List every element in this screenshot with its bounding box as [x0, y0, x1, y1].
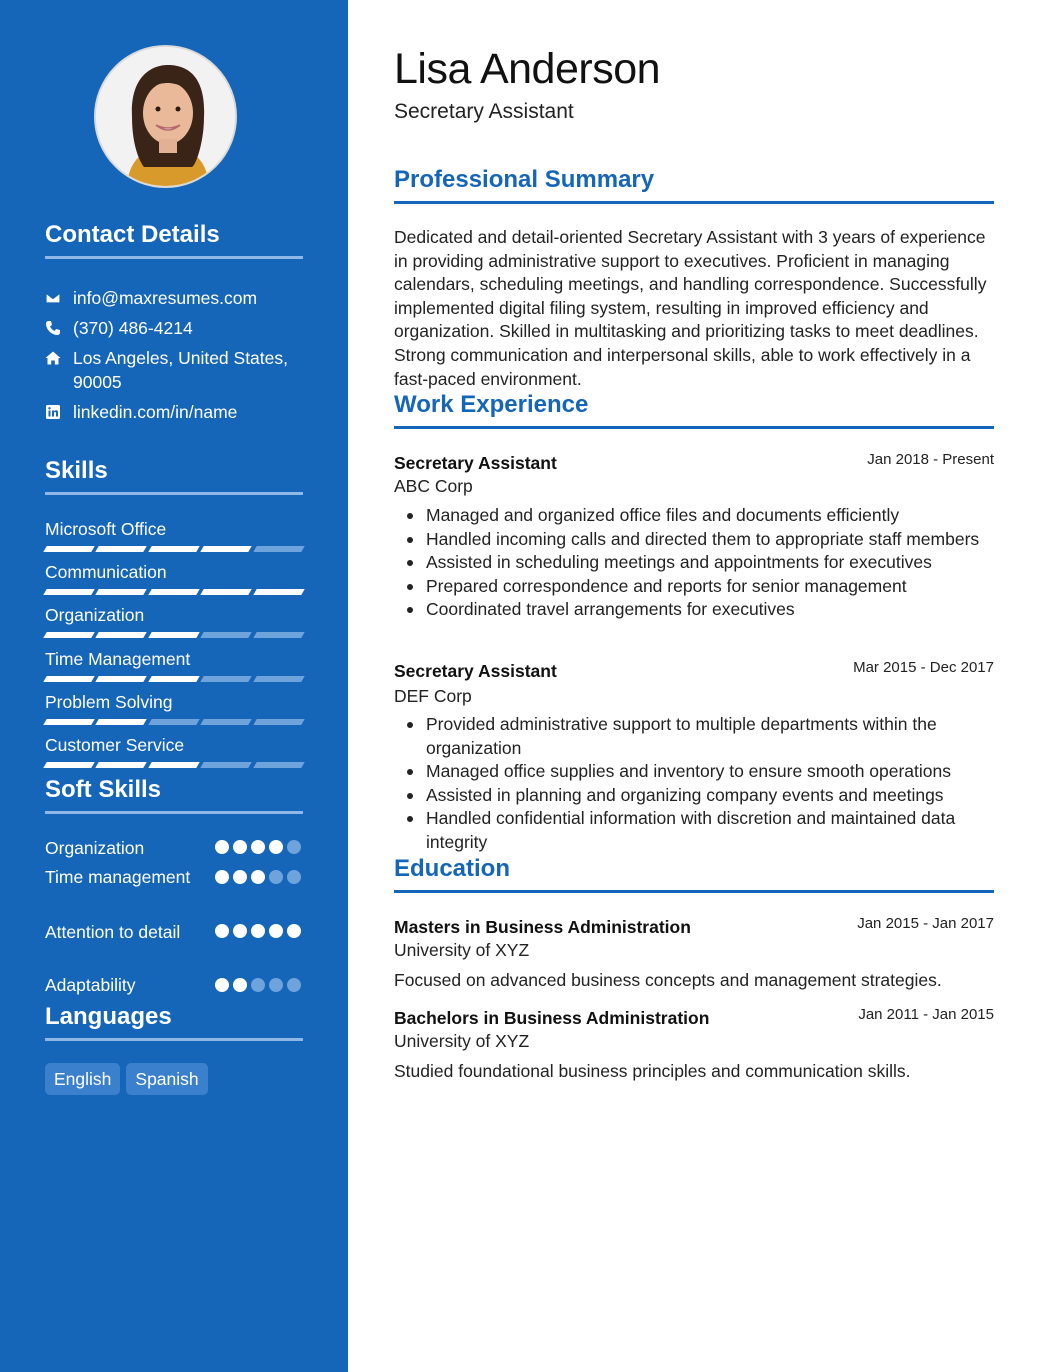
rating-dot [287, 840, 301, 854]
job-bullet: Prepared correspondence and reports for senior management [394, 575, 994, 599]
skill-level-segment [96, 632, 148, 638]
rating-dot [287, 978, 301, 992]
edu-description: Focused on advanced business concepts and management strategies. [394, 970, 942, 990]
contact-address [45, 346, 303, 394]
skill-level-segment [148, 589, 200, 595]
rating-dot [287, 870, 301, 884]
skill-level-segment [148, 546, 200, 552]
address-text [73, 346, 288, 394]
skill-level-segment [253, 762, 305, 768]
skill-label: Microsoft Office [45, 519, 167, 539]
rating-dot [233, 840, 247, 854]
edu-degree: Bachelors in Business Administration [394, 1008, 710, 1028]
edu-description: Studied foundational business principles and communication skills. [394, 1061, 911, 1081]
summary-text: Dedicated and detail-oriented Secretary Assistant with 3 years of experience in providing administrative support to executives. Proficient in managing calendars, scheduling meetings, and handling correspondence. Successfully implemented digital filing system, resulting in improved efficiency and organization. Skilled in multitasking and prioritizing tasks to meet deadlines. Strong communication and interpersonal skills, able to work effectively in a fast-paced environment. [394, 227, 987, 389]
rating-dot [233, 924, 247, 938]
address-line2: 90005 [73, 372, 122, 392]
rating-dot [269, 978, 283, 992]
language-chip: English [45, 1063, 120, 1095]
rating-dot [233, 870, 247, 884]
address-line1: Los Angeles, United States, [73, 348, 288, 368]
skill-level-segment [200, 589, 252, 595]
skills-heading: Skills [45, 456, 303, 495]
job-bullet: Assisted in planning and organizing company events and meetings [394, 784, 994, 808]
skill-level-segment [43, 589, 95, 595]
rating-dot [215, 978, 229, 992]
rating-dot [251, 978, 265, 992]
job-company: ABC Corp [394, 476, 473, 496]
home-icon [45, 346, 73, 370]
rating-dot [269, 924, 283, 938]
job-dates: Jan 2018 - Present [867, 451, 994, 468]
languages-list [45, 1063, 208, 1095]
skill-level-bar [45, 632, 303, 638]
soft-skill-label: Organization [45, 838, 145, 858]
skill-level-segment [96, 719, 148, 725]
skill-level-segment [148, 676, 200, 682]
soft-skill-rating [215, 978, 301, 992]
job-bullet: Handled confidential information with discretion and maintained data integrity [394, 807, 994, 854]
job-dates: Mar 2015 - Dec 2017 [853, 659, 994, 676]
language-chip: Spanish [126, 1063, 207, 1095]
linkedin-icon [45, 400, 73, 424]
skill-label: Customer Service [45, 735, 185, 755]
skill-level-segment [96, 589, 148, 595]
skill-level-segment [148, 719, 200, 725]
skill-label: Time Management [45, 649, 191, 669]
skill-level-segment [148, 632, 200, 638]
soft-skill-rating [215, 924, 301, 938]
contact-heading: Contact Details [45, 220, 303, 259]
candidate-name: Lisa Anderson [394, 45, 661, 93]
rating-dot [215, 924, 229, 938]
rating-dot [287, 924, 301, 938]
rating-dot [251, 840, 265, 854]
job-bullet: Handled incoming calls and directed them to appropriate staff members [394, 528, 994, 552]
skill-level-segment [96, 762, 148, 768]
job-title: Secretary Assistant [394, 661, 557, 681]
avatar [96, 47, 237, 188]
skill-level-segment [43, 632, 95, 638]
skill-label: Problem Solving [45, 692, 173, 712]
skill-level-segment [96, 676, 148, 682]
soft-skill-label: Attention to detail [45, 922, 181, 942]
job-title: Secretary Assistant [394, 453, 557, 473]
skill-level-bar [45, 589, 303, 595]
rating-dot [269, 840, 283, 854]
linkedin-text: linkedin.com/in/name [73, 402, 238, 422]
soft-skill-rating [215, 870, 301, 884]
job-company: DEF Corp [394, 686, 472, 706]
skill-label: Organization [45, 605, 145, 625]
skill-level-segment [43, 676, 95, 682]
skill-level-segment [200, 676, 252, 682]
job-bullet: Managed office supplies and inventory to ensure smooth operations [394, 760, 994, 784]
soft-skills-heading: Soft Skills [45, 775, 303, 814]
phone-text: (370) 486-4214 [73, 318, 193, 338]
envelope-icon [45, 286, 73, 310]
soft-skill-label: Adaptability [45, 975, 136, 995]
edu-school: University of XYZ [394, 940, 530, 960]
edu-school: University of XYZ [394, 1031, 530, 1051]
skill-level-bar [45, 676, 303, 682]
sidebar [0, 0, 348, 1372]
skill-level-bar [45, 762, 303, 768]
rating-dot [233, 978, 247, 992]
skill-level-segment [148, 762, 200, 768]
edu-dates: Jan 2011 - Jan 2015 [858, 1006, 994, 1023]
skill-level-segment [200, 546, 252, 552]
job-bullet: Provided administrative support to multiple departments within the organization [394, 713, 994, 760]
contact-linkedin[interactable] [45, 400, 303, 424]
job-bullet: Managed and organized office files and documents efficiently [394, 504, 994, 528]
skill-level-bar [45, 719, 303, 725]
phone-icon [45, 316, 73, 340]
edu-dates: Jan 2015 - Jan 2017 [857, 915, 994, 932]
contact-email[interactable] [45, 286, 303, 310]
skill-level-segment [253, 719, 305, 725]
rating-dot [269, 870, 283, 884]
contact-phone[interactable] [45, 316, 303, 340]
education-heading: Education [394, 854, 994, 893]
skill-level-segment [43, 546, 95, 552]
rating-dot [215, 840, 229, 854]
skill-level-segment [253, 632, 305, 638]
job-bullet: Coordinated travel arrangements for executives [394, 598, 994, 622]
experience-heading: Work Experience [394, 390, 994, 429]
soft-skill-label: Time management [45, 867, 191, 887]
profile-photo [94, 45, 237, 188]
skill-level-segment [200, 762, 252, 768]
skill-level-bar [45, 546, 303, 552]
skill-level-segment [200, 719, 252, 725]
skill-level-segment [200, 632, 252, 638]
skill-label: Communication [45, 562, 167, 582]
skill-level-segment [96, 546, 148, 552]
skill-level-segment [43, 719, 95, 725]
job-bullet: Assisted in scheduling meetings and appointments for executives [394, 551, 994, 575]
email-text: info@maxresumes.com [73, 288, 258, 308]
skill-level-segment [253, 546, 305, 552]
candidate-title: Secretary Assistant [394, 100, 574, 123]
summary-heading: Professional Summary [394, 165, 994, 204]
skill-level-segment [253, 676, 305, 682]
rating-dot [215, 870, 229, 884]
languages-heading: Languages [45, 1002, 303, 1041]
rating-dot [251, 924, 265, 938]
rating-dot [251, 870, 265, 884]
job-bullets [394, 504, 994, 622]
soft-skill-rating [215, 840, 301, 854]
skill-level-segment [253, 589, 305, 595]
edu-degree: Masters in Business Administration [394, 917, 691, 937]
skill-level-segment [43, 762, 95, 768]
job-bullets [394, 713, 994, 855]
